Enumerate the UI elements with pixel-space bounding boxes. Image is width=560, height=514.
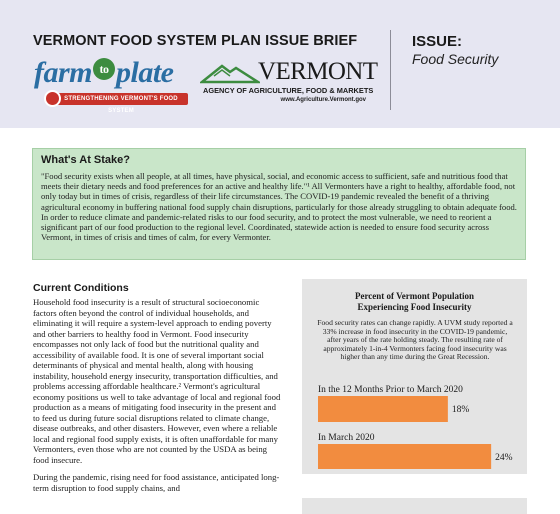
panel-note: Food security rates can change rapidly. A UVM study reported a 33% increase in food insecurity in the COVID-19 pandemic, after years of the rate holding steady. The resulting rate of approximately 1-in-4 Vermonters facing food insecurity was higher than any time during the Great Recession. (317, 318, 513, 362)
farm-to-plate-wordmark (34, 56, 174, 90)
whats-at-stake-text: "Food security exists when all people, at all times, have physical, social, and economic access to sufficient, safe and nutritious food that meets their dietary needs and food preferences for an active and healthy life."¹ All Vermonters have a right to healthy, affordable food, not only today but in times of crisis, regardless of their life circumstances. The COVID-19 pandemic revealed the benefit of a thriving agricultural economy in buffering national food supply chain disruptions, particularly for those already struggling to obtain adequate food. In order to reduce climate and pandemic-related risks to our food security, and to protect the most vulnerable, we need to reorient a significant part of our food production to the regional level. Coordinated, statewide action is needed to ensure food security across Vermont, in times of crisis and times of calm, for every Vermonter. (41, 171, 517, 243)
brief-title: VERMONT FOOD SYSTEM PLAN ISSUE BRIEF (33, 33, 358, 49)
current-conditions-paragraph-1: Household food insecurity is a result of structural socioeconomic factors often beyond the control of individual households, and eliminating it will require a system-level approach to ending poverty and other barriers to healthy food in Vermont. Food insecurity encompasses not only lack of food but the nutritional quality and accessibility of available food. It is one of several important social determinants of physical and mental health, along with housing instability, household energy insecurity, transportation difficulties, and problems accessing affordable healthcare.² Vermont's agricultural economy positions us well to take advantage of local and regional food production as a means of mitigating food insecurity in the present and to feed us during future social disruptions related to climate change, disease outbreaks, and other disasters. However, even where a reliable local and regional food supply exists, it is often unaffordable for many Vermonters, even those who are not counted by the USDA as being food insecure. (33, 297, 281, 465)
agency-name: AGENCY OF AGRICULTURE, FOOD & MARKETS (203, 86, 374, 95)
issue-label: ISSUE: (412, 33, 463, 50)
bar-value-label: 18% (451, 405, 470, 415)
farm-to-plate-word-plate: plate (116, 56, 174, 89)
panel-title-line-2: Experiencing Food Insecurity (357, 302, 472, 312)
bar (318, 444, 491, 469)
bar (318, 396, 448, 422)
whats-at-stake-heading: What's At Stake? (41, 154, 130, 166)
bar-category-label: In March 2020 (318, 433, 375, 443)
current-conditions-text (33, 297, 283, 500)
farm-to-plate-word-to: to (93, 58, 115, 80)
mountain-icon (200, 60, 260, 86)
panel-title (302, 291, 527, 313)
agency-url: www.Agriculture.Vermont.gov (280, 97, 366, 103)
farm-to-plate-tagline: STRENGTHENING VERMONT'S FOOD SYSTEM (64, 96, 178, 114)
whats-at-stake-box (32, 148, 526, 260)
bar-category-label: In the 12 Months Prior to March 2020 (318, 385, 463, 395)
current-conditions-paragraph-2: During the pandemic, rising need for food assistance, anticipated long-term disruption to food supply chains, and (33, 472, 280, 493)
farm-to-plate-ribbon (54, 93, 188, 114)
vermont-wordmark: VERMONT (258, 58, 378, 85)
current-conditions-heading: Current Conditions (33, 282, 129, 294)
vermont-agency-logo (200, 58, 378, 108)
bar-value-label: 24% (495, 453, 513, 463)
farm-to-plate-word-farm: farm (34, 56, 92, 89)
issue-value: Food Security (412, 51, 499, 67)
farm-to-plate-logo (34, 56, 194, 114)
farm-to-plate-badge-icon (44, 90, 61, 107)
second-panel (302, 498, 527, 514)
panel-title-line-1: Percent of Vermont Population (354, 291, 475, 301)
food-insecurity-chart (302, 379, 527, 469)
header-divider (390, 30, 391, 110)
